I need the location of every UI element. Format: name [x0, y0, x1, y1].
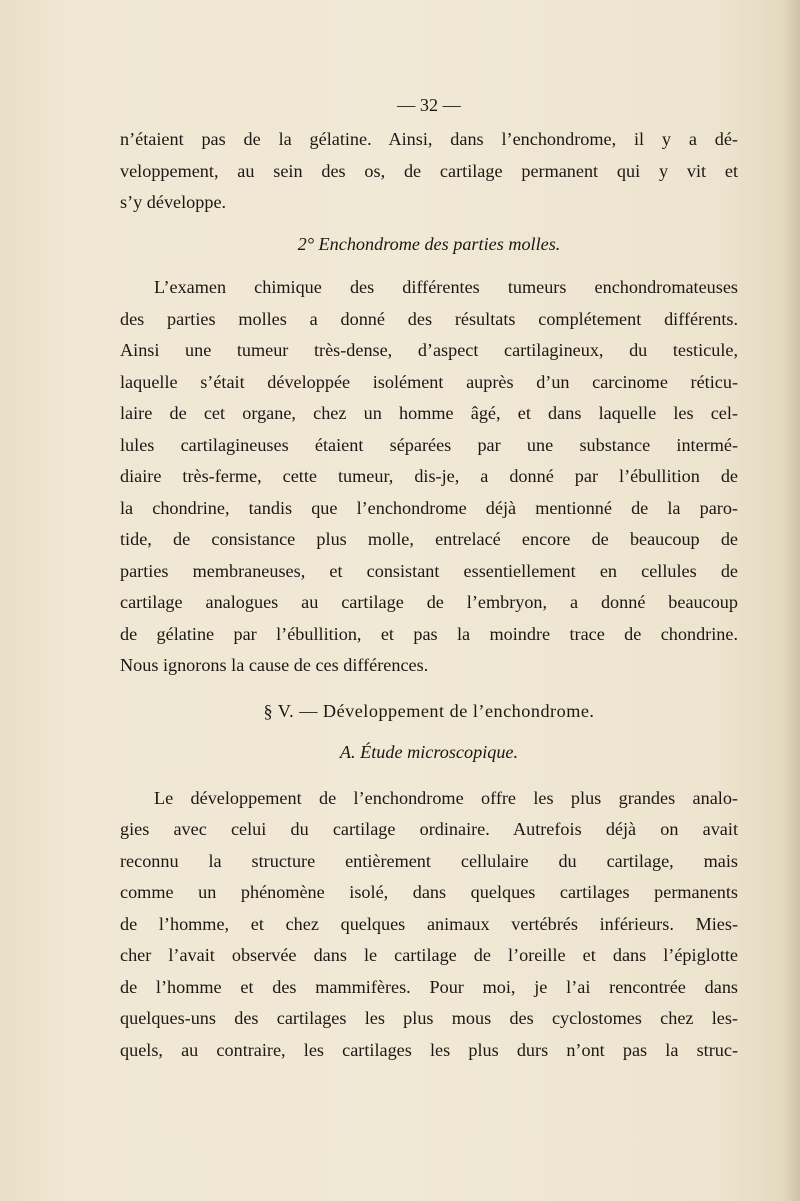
body-line: cher l’avait observée dans le cartilage de l’oreille et dans l’épiglotte [120, 945, 738, 965]
body-line: de l’homme et des mammifères. Pour moi, je l’ai rencontrée dans [120, 976, 738, 997]
body-line: parties membraneuses, et consistant essentiellement en cellules de [120, 560, 738, 581]
body-line: reconnu la structure entièrement cellulaire du cartilage, mais [120, 850, 738, 871]
subheading-text: A. Étude microscopique. [339, 742, 519, 762]
body-line: gies avec celui du cartilage ordinaire. Autrefois déjà on avait [120, 819, 738, 839]
subsection-heading [120, 737, 738, 769]
body-line: laire de cet organe, chez un homme âgé, et dans laquelle les cel- [120, 403, 738, 423]
body-line: tide, de consistance plus molle, entrelacé encore de beaucoup de [120, 529, 738, 549]
body-line: quelques-uns des cartilages les plus mous des cyclostomes chez les- [120, 1008, 738, 1028]
body-line: Nous ignorons la cause de ces différences. [120, 655, 429, 675]
body-line: Le développement de l’enchondrome offre les plus grandes analo- [154, 787, 738, 808]
body-line: L’examen chimique des différentes tumeurs enchondromateuses [154, 277, 738, 297]
page-body [120, 92, 738, 1066]
body-line: lules cartilagineuses étaient séparées par une substance intermé- [120, 434, 738, 455]
body-line: de gélatine par l’ébullition, et pas la moindre trace de chondrine. [120, 623, 738, 644]
body-line: des parties molles a donné des résultats complétement différents. [120, 308, 738, 329]
page-edge-shadow [782, 0, 800, 1201]
body-line: Ainsi une tumeur très-dense, d’aspect cartilagineux, du testicule, [120, 340, 738, 360]
body-line: n’étaient pas de la gélatine. Ainsi, dans l’enchondrome, il y a dé- [120, 129, 738, 149]
body-line: veloppement, au sein des os, de cartilage permanent qui y vit et [120, 160, 738, 181]
body-line: quels, au contraire, les cartilages les plus durs n’ont pas la struc- [120, 1039, 738, 1060]
body-line: s’y développe. [120, 192, 227, 212]
body-line: comme un phénomène isolé, dans quelques cartilages permanents [120, 882, 738, 902]
body-line: diaire très-ferme, cette tumeur, dis-je, a donné par l’ébullition de [120, 466, 738, 486]
section-heading: § V. — Développement de l’enchondrome. [263, 700, 595, 721]
body-line: de l’homme, et chez quelques animaux vertébrés inférieurs. Mies- [120, 913, 738, 934]
body-line: cartilage analogues au cartilage de l’embryon, a donné beaucoup [120, 592, 738, 612]
body-line: laquelle s’était développée isolément auprès d’un carcinome réticu- [120, 371, 738, 392]
page-number: — 32 — [397, 95, 461, 115]
subsection-heading: 2° Enchondrome des parties molles. [297, 233, 561, 254]
body-line: la chondrine, tandis que l’enchondrome déjà mentionné de la paro- [120, 497, 738, 518]
